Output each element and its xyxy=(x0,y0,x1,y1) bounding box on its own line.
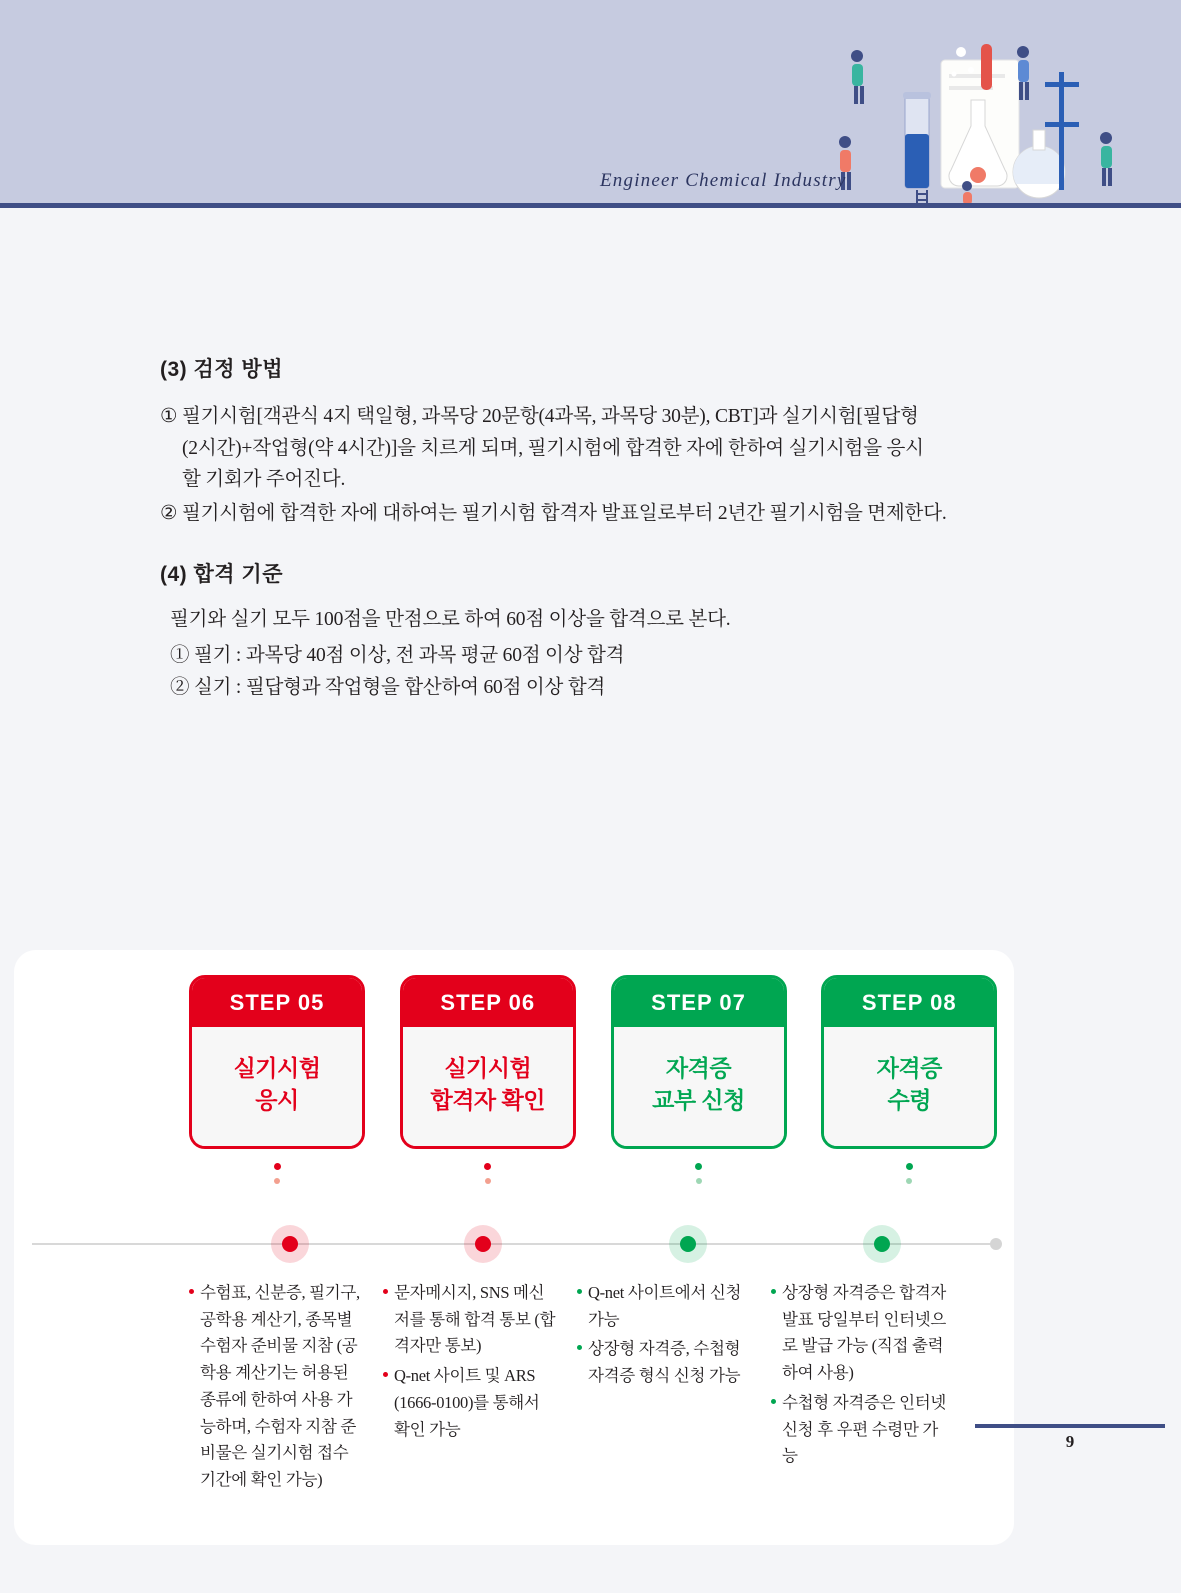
timeline-node-08 xyxy=(863,1225,901,1263)
section-heading: (3) 검정 방법 xyxy=(160,358,283,381)
step-column-08 xyxy=(821,975,1014,1192)
bullet-dot-icon xyxy=(577,1280,588,1333)
step-title-line: 합격자 확인 xyxy=(430,1086,545,1113)
bullet-text: 상장형 자격증, 수첩형 자격증 형식 신청 가능 xyxy=(588,1339,741,1386)
step-card-title xyxy=(403,1027,573,1146)
list-text-line: 할 기회가 주어진다. xyxy=(182,469,346,491)
step-card-header: STEP 06 xyxy=(403,978,573,1027)
step-column-06 xyxy=(400,975,593,1192)
sub-list-item: ① 필기 : 과목당 40점 이상, 전 과목 평균 60점 이상 합격 xyxy=(170,644,625,666)
step-column-05 xyxy=(189,975,382,1192)
connector-dot xyxy=(484,1163,491,1170)
step-connector-dots xyxy=(189,1149,365,1184)
bullet-dot-icon xyxy=(383,1363,394,1443)
timeline-node-07 xyxy=(669,1225,707,1263)
header-rule xyxy=(0,203,1181,208)
step-title-line: 응시 xyxy=(255,1086,299,1113)
step-title-line: 자격증 xyxy=(665,1055,732,1081)
list-text-line: 필기시험에 합격한 자에 대하여는 필기시험 합격자 발표일로부터 2년간 필기시험을 면제한다. xyxy=(182,502,947,524)
step-card-header: STEP 05 xyxy=(192,978,362,1027)
step-connector-dots xyxy=(611,1149,787,1184)
bullet-dot-icon xyxy=(383,1280,394,1360)
bullet-text: Q-net 사이트에서 신청 가능 xyxy=(588,1283,742,1329)
bullet-text: 상장형 자격증은 합격자 발표 당일부터 인터넷으로 발급 가능 (직접 출력하여 사용) xyxy=(782,1283,947,1383)
step-title-line: 교부 신청 xyxy=(652,1086,745,1113)
list-item xyxy=(160,498,1010,530)
step-card-header: STEP 07 xyxy=(614,978,784,1027)
step-title-line: 자격증 xyxy=(876,1055,942,1081)
connector-dot xyxy=(274,1163,281,1170)
step-title-line: 실기시험 xyxy=(444,1055,532,1081)
sub-list-item: ② 실기 : 필답형과 작업형을 합산하여 60점 이상 합격 xyxy=(170,677,606,699)
step-descriptions-row xyxy=(14,1280,1014,1497)
footer-rule xyxy=(975,1424,1165,1428)
page-header xyxy=(0,0,1181,208)
step-card-06[interactable] xyxy=(400,975,576,1149)
step-connector-dots xyxy=(821,1149,997,1184)
list-item xyxy=(577,1336,753,1389)
section-heading: (4) 합격 기준 xyxy=(160,563,283,586)
list-text-line: (2시간)+작업형(약 4시간)]을 치르게 되며, 필기시험에 합격한 자에 한하여 실기시험을 응시 xyxy=(182,437,924,459)
step-description-07 xyxy=(577,1280,753,1497)
list-text-line: 필기시험[객관식 4지 택일형, 과목당 20문항(4과목, 과목당 30분), CBT]과 실기시험[필답형 xyxy=(182,406,919,427)
step-card-title xyxy=(824,1027,994,1146)
timeline-node-06 xyxy=(464,1225,502,1263)
step-column-07 xyxy=(611,975,804,1192)
step-description-05 xyxy=(189,1280,365,1497)
step-title-line: 수령 xyxy=(887,1086,931,1113)
section-inspection-method xyxy=(160,353,1010,529)
step-description-06 xyxy=(383,1280,559,1497)
bullet-text: Q-net 사이트 및 ARS (1666-0100)를 통해서 확인 가능 xyxy=(394,1366,540,1439)
page-number: 9 xyxy=(1065,1432,1075,1451)
bullet-text: 문자메시지, SNS 메신저를 통해 합격 통보 (합격자만 통보) xyxy=(394,1283,556,1356)
steps-panel xyxy=(14,950,1014,1545)
step-cards-row xyxy=(14,975,1014,1192)
list-item xyxy=(771,1390,947,1470)
connector-dot xyxy=(906,1163,913,1170)
laboratory-illustration-icon xyxy=(821,30,1121,205)
list-item xyxy=(383,1280,559,1360)
list-marker: ② xyxy=(160,502,178,524)
list-item xyxy=(383,1363,559,1443)
bullet-dot-icon xyxy=(189,1280,200,1494)
timeline-node-05 xyxy=(271,1225,309,1263)
bullet-text: 수험표, 신분증, 필기구, 공학용 계산기, 종목별 수험자 준비물 지참 (공학용 계산기는 허용된 종류에 한하여 사용 가능하며, 수험자 지참 준비물은 실기시험 접수 기간에 확인 가능) xyxy=(200,1283,360,1490)
list-item xyxy=(577,1280,753,1333)
bullet-dot-icon xyxy=(771,1280,782,1387)
step-connector-dots xyxy=(400,1149,576,1184)
list-item xyxy=(189,1280,365,1494)
bullet-dot-icon xyxy=(771,1390,782,1470)
step-card-title xyxy=(614,1027,784,1146)
timeline-axis xyxy=(32,1243,996,1245)
bullet-dot-icon xyxy=(577,1336,588,1389)
step-title-line: 실기시험 xyxy=(233,1055,321,1081)
list-item xyxy=(160,401,1010,496)
section-pass-criteria xyxy=(160,558,1010,704)
step-card-05[interactable] xyxy=(189,975,365,1149)
timeline-end-dot xyxy=(990,1238,1002,1250)
section-intro-text: 필기와 실기 모두 100점을 만점으로 하여 60점 이상을 합격으로 본다. xyxy=(170,609,731,630)
connector-dot xyxy=(696,1178,702,1184)
list-marker: ① xyxy=(160,406,178,427)
step-description-08 xyxy=(771,1280,947,1497)
connector-dot xyxy=(274,1178,280,1184)
list-item xyxy=(771,1280,947,1387)
header-title: Engineer Chemical Industry xyxy=(600,170,847,191)
step-card-title xyxy=(192,1027,362,1146)
connector-dot xyxy=(695,1163,702,1170)
step-card-08[interactable] xyxy=(821,975,997,1149)
step-card-07[interactable] xyxy=(611,975,787,1149)
connector-dot xyxy=(906,1178,912,1184)
step-card-header: STEP 08 xyxy=(824,978,994,1027)
bullet-text: 수첩형 자격증은 인터넷 신청 후 우편 수령만 가능 xyxy=(782,1392,947,1466)
connector-dot xyxy=(485,1178,491,1184)
